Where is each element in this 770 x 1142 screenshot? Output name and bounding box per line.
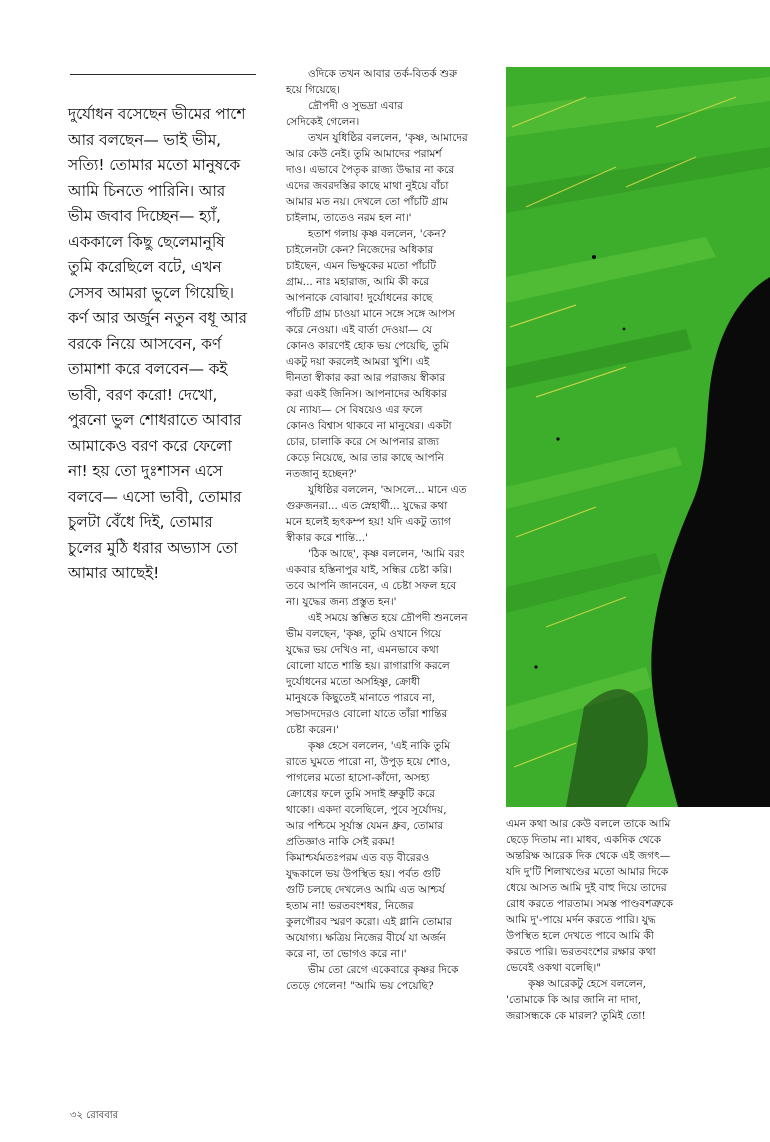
- paragraph: কৃষ্ণ আরেকটু হেসে বললেন, 'তোমাকে কি আর জানি না দাদা, জরাসন্ধকে কে মারল? তুমিই তো!: [506, 978, 647, 1022]
- paragraph: 'ঠিক আছে', কৃষ্ণ বললেন, 'আমি বরং একবার হস্তিনাপুর যাই, সন্ধির চেষ্টা করি। তবে আপনি জানবেন, এ চেষ্টা সফল হবে না। যুদ্ধের জন্য প্রস্তুত হন।': [286, 548, 465, 608]
- paragraph: কৃষ্ণ হেসে বললেন, 'এই নাকি তুমি রাতে ঘুমতে পারো না, উপুড় হয়ে শোও, পাগলের মতো হাসো-কাঁদো, অসহ্য ক্রোধের ফলে তুমি সদাই ভ্রুকুটি করে থাকো। একদা বলেছিলে, পুবে সূর্যোদয়, আর পশ্চিমে সূর্যাস্ত যেমন ধ্রুব, তোমার প্রতিজ্ঞাও নাকি সেই রকম! কিমাশ্চর্যমতঃপরম এত বড় বীরেরও যুদ্ধকালে ভয় উপস্থিত হয়। পর্বত গুটি গুটি চলছে দেখলেও আমি এত আশ্চর্য হতাম না! ভরতবংশধর, নিজের কুলগৌরব স্মরণ করো। এই গ্লানি তোমার অযোগ্য। ক্ষত্রিয় নিজের বীর্যে যা অর্জন করে না, তা ভোগও করে না।': [286, 740, 452, 960]
- illustration-panel: [506, 67, 770, 807]
- paragraph: ওদিকে তখন আবার তর্ক-বিতর্ক শুরু হয়ে গিয়েছে।: [286, 68, 458, 96]
- paragraph: ভীম তো রেগে একেবারে কৃষ্ণর দিকে তেড়ে গেলেন! "আমি ভয় পেয়েছি?: [286, 964, 459, 992]
- paragraph: এই সময়ে স্তম্ভিত হয়ে দ্রৌপদী শুনলেন ভীম বলছেন, 'কৃষ্ণ, তুমি ওখানে গিয়ে যুদ্ধের ভয় দেখিও না, এমনভাবে কথা বোলো যাতে শান্তি হয়। রাগারাগি করলে দুর্যোধনের মতো অসহিষ্ণু, ক্রোধী মানুষকে কিছুতেই মানাতে পারবে না, সভাসদদেরও বোলো যাতে তাঁরা শান্তির চেষ্টা করেন।': [286, 612, 468, 736]
- body-column-middle: [286, 66, 500, 994]
- body-column-right: [506, 816, 686, 1024]
- paragraph: তখন যুধিষ্ঠির বললেন, 'কৃষ্ণ, আমাদের আর কেউ নেই। তুমি আমাদের পরামর্শ দাও। এভাবে পৈতৃক রাজ্য উদ্ধার না করে এদের জবরদস্তির কাছে মাথা নুইয়ে বাঁচা আমার মত নয়। দেখলে তো পাঁচটি গ্রাম চাইলাম, তাতেও নরম হল না।': [286, 132, 468, 224]
- pull-quote: দুর্যোধন বসেছেন ভীমের পাশে আর বলছেন— ভাই ভীম, সত্যি! তোমার মতো মানুষকে আমি চিনতে পারিনি। আর ভীম জবাব দিচ্ছেন— হ্যাঁ, এককালে কিছু ছেলেমানুষি তুমি করেছিলে বটে, এখন সেসব আমরা ভুলে গিয়েছি। কর্ণ আর অর্জুন নতুন বধূ আর বরকে নিয়ে আসবেন, কর্ণ তামাশা করে বলবেন— কই ভাবী, বরণ করো! দেখো, পুরনো ভুল শোধরাতে আবার আমাকেও বরণ করে ফেলো না! হয় তো দুঃশাসন এসে বলবে— এসো ভাবী, তোমার চুলটা বেঁধে দিই, তোমার চুলের মুঠি ধরার অভ্যাস তো আমার আছেই!: [68, 105, 247, 582]
- paragraph: এমন কথা আর কেউ বললে তাকে আমি ছেড়ে দিতাম না। মাধব, একদিক থেকে অন্তরিক্ষ আরেক দিক থেকে এই জগৎ— যদি দু'টি শিলাখণ্ডের মতো আমার দিকে ধেয়ে আসত আমি দুই বাহু দিয়ে তাদের রোধ করতে পারতাম। সমস্ত পাণ্ডবশত্রুকে আমি দু'-পায়ে মর্দন করতে পারি। যুদ্ধ উপস্থিত হলে দেখতে পাবে আমি কী করতে পারি। ভরতবংশের রক্ষার কথা ভেবেই ওকথা বলেছি।": [506, 818, 673, 974]
- top-rule: [70, 74, 256, 75]
- paragraph: দ্রৌপদী ও সুভদ্রা এবার সেদিকেই গেলেন।: [286, 100, 404, 128]
- paragraph: হতাশ গলায় কৃষ্ণ বললেন, 'কেন? চাইলেনটা কেন? নিজেদের অধিকার চাইছেন, এমন ভিক্ষুকের মতো পাঁচটি গ্রাম... নাঃ মহারাজ, আমি কী করে আপনাকে বোঝাব! দুর্যোধনের কাছে পাঁচটি গ্রাম চাওয়া মানে সঙ্গে সঙ্গে আপস করে নেওয়া। এই বার্তা দেওয়া— যে কোনও কারণেই হোক ভয় পেয়েছি, তুমি একটু দয়া করলেই আমরা খুশি। এই দীনতা স্বীকার করা আর পরাজয় স্বীকার করা একই জিনিস। আপনাদের অধিকার যে ন্যায্য— সে বিষয়েও এর ফলে কোনও বিশ্বাস থাকবে না মানুষের। একটা চোর, চালাকি করে সে আপনার রাজ্য কেড়ে নিয়েছে, আর তার কাছে আপনি নতজানু হচ্ছেন?': [286, 228, 455, 480]
- painted-illustration: [506, 67, 770, 807]
- page-folio: ৩২ রোববার: [70, 1110, 119, 1121]
- paragraph: যুধিষ্ঠির বললেন, 'আসলে... মানে এত গুরুজনরা... এত স্নেহার্থী... যুদ্ধের কথা মনে হলেই হৃৎকম্প হয়! যদি একটু ত্যাগ স্বীকার করে শান্তি...': [286, 484, 467, 544]
